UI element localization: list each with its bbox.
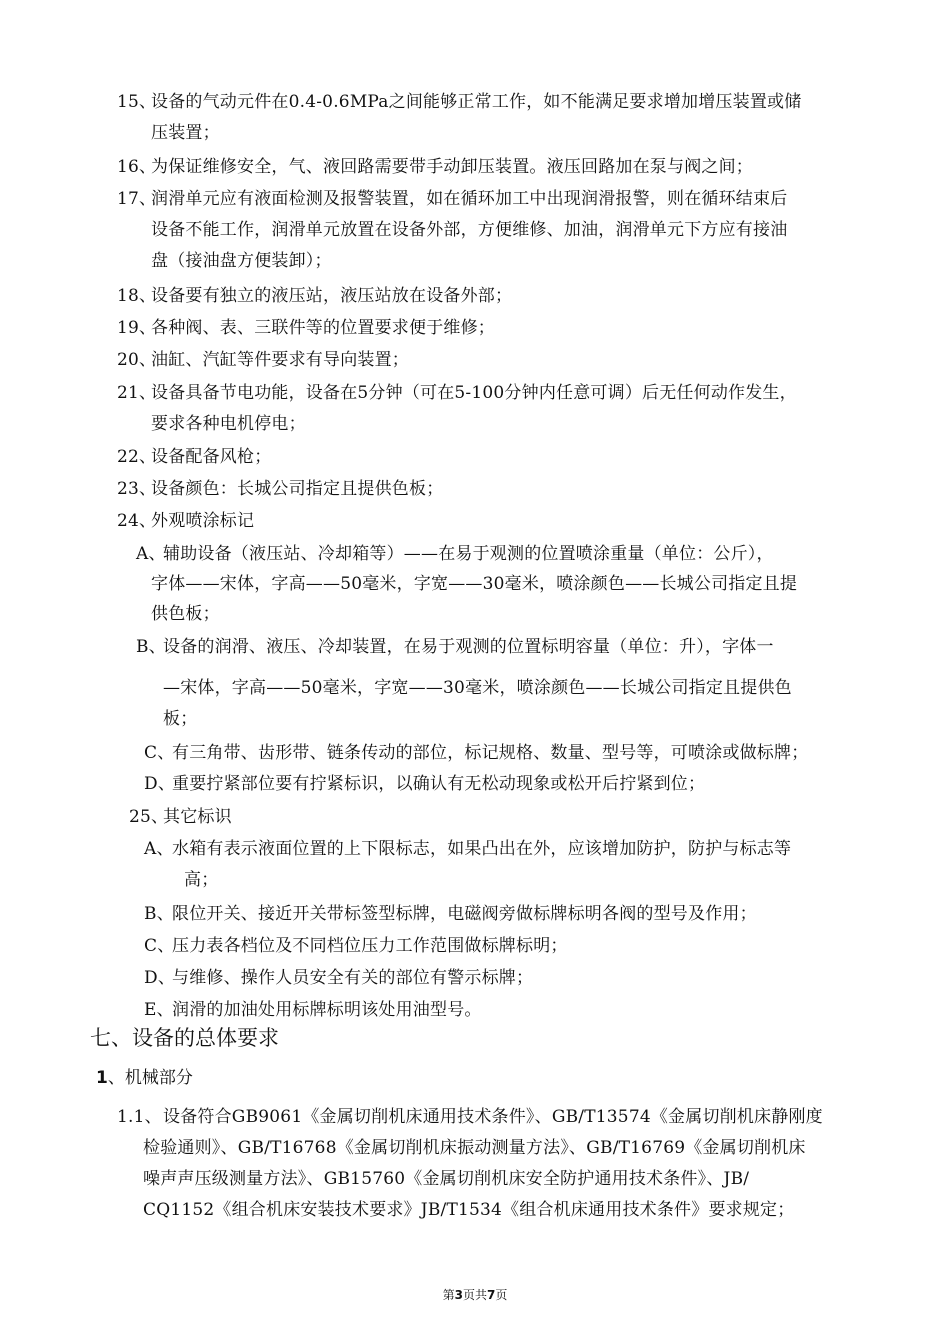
item-22-line-1: 设备配备风枪； [151,447,272,467]
item-19-number: 19、 [117,318,157,338]
item-21-number: 21、 [117,383,157,403]
clause-1-1-line-2: 检验通则》、GB/T16768《金属切削机床振动测量方法》、GB/T16769《金属切削机床 [143,1138,806,1158]
item-25-text: 其它标识 [163,807,232,827]
clause-1-1-number: 1.1、 [117,1107,162,1127]
item-15-number: 15、 [117,92,157,112]
item-22-number: 22、 [117,447,157,467]
item-24-sub-c-line-1: 有三角带、齿形带、链条传动的部位，标记规格、数量、型号等，可喷涂或做标牌； [172,743,809,763]
item-25-sub-b-label: B、 [144,904,174,924]
item-15-line-1: 设备的气动元件在0.4-0.6MPa之间能够正常工作，如不能满足要求增加增压装置或储 [151,92,802,112]
item-21-line-1: 设备具备节电功能，设备在5分钟（可在5-100分钟内任意可调）后无任何动作发生， [151,383,797,403]
item-17-line-2: 设备不能工作，润滑单元放置在设备外部，方便维修、加油，润滑单元下方应有接油 [151,220,788,240]
item-24-sub-b-line-2: —宋体，字高——50毫米，字宽——30毫米，喷涂颜色——长城公司指定且提供色 [163,678,792,698]
footer-page-number: 3 [454,1288,463,1302]
page-footer [0,1286,950,1303]
footer-prefix: 第 [442,1288,455,1302]
footer-total-pages: 7 [487,1288,496,1302]
item-24-line-1: 外观喷涂标记 [151,511,255,531]
item-24-sub-d-line-1: 重要拧紧部位要有拧紧标识，以确认有无松动现象或松开后拧紧到位； [172,774,706,794]
item-23-number: 23、 [117,479,157,499]
item-25-sub-c-label: C、 [144,936,175,956]
section-7-title: 七、设备的总体要求 [90,1026,279,1050]
item-21-line-2: 要求各种电机停电； [151,414,306,434]
clause-1-1-line-1: 设备符合GB9061《金属切削机床通用技术条件》、GB/T13574《金属切削机床静刚度 [163,1107,823,1127]
subsection-1-number: 1 [96,1068,108,1088]
item-24-sub-b-label: B、 [136,637,166,657]
subsection-1-heading [96,1067,193,1089]
item-17-line-1: 润滑单元应有液面检测及报警装置，如在循环加工中出现润滑报警，则在循环结束后 [151,189,788,209]
item-24-sub-a-line-2: 字体——宋体，字高——50毫米，字宽——30毫米，喷涂颜色——长城公司指定且提 [151,574,798,594]
item-23-line-1: 设备颜色：长城公司指定且提供色板； [151,479,444,499]
item-24-number: 24、 [117,511,157,531]
item-25-sub-d-label: D、 [144,968,176,988]
item-24-sub-a-line-1: 辅助设备（液压站、冷却箱等）——在易于观测的位置喷涂重量（单位：公斤）， [163,544,774,564]
subsection-1-text: 、机械部分 [107,1068,193,1088]
footer-mid: 页共 [462,1288,487,1302]
item-16-line-1: 为保证维修安全，气、液回路需要带手动卸压装置。液压回路加在泵与阀之间； [151,157,753,177]
item-17-line-3: 盘（接油盘方便装卸）； [151,251,332,271]
clause-1-1-line-4: CQ1152《组合机床安装技术要求》JB/T1534《组合机床通用技术条件》要求规定； [143,1200,795,1220]
item-24-sub-c-label: C、 [144,743,175,763]
item-24-sub-b-line-3: 板； [163,709,198,729]
item-24-sub-a-line-3: 供色板； [151,604,220,624]
clause-1-1-line-3: 噪声声压级测量方法》、GB15760《金属切削机床安全防护通用技术条件》、JB/ [143,1169,750,1189]
item-25-sub-e-label: E、 [144,1000,174,1020]
item-25-sub-a-line-2: 高； [184,870,219,890]
item-25-number: 25、 [129,807,169,827]
footer-suffix: 页 [495,1288,508,1302]
item-25-sub-a-label: A、 [144,839,174,859]
item-18-line-1: 设备要有独立的液压站，液压站放在设备外部； [151,286,513,306]
item-18-number: 18、 [117,286,157,306]
item-25-sub-a-line-1: 水箱有表示液面位置的上下限标志，如果凸出在外，应该增加防护，防护与标志等 [172,839,792,859]
item-19-line-1: 各种阀、表、三联件等的位置要求便于维修； [151,318,495,338]
item-24-sub-a-label: A、 [136,544,166,564]
item-25-sub-e-line-1: 润滑的加油处用标牌标明该处用油型号。 [172,1000,482,1020]
item-20-line-1: 油缸、汽缸等件要求有导向装置； [151,350,409,370]
item-17-number: 17、 [117,189,157,209]
item-20-number: 20、 [117,350,157,370]
item-16-number: 16、 [117,157,157,177]
item-25-sub-b-line-1: 限位开关、接近开关带标签型标牌，电磁阀旁做标牌标明各阀的型号及作用； [172,904,757,924]
item-15-line-2: 压装置； [151,123,220,143]
item-24-sub-b-line-1: 设备的润滑、液压、冷却装置，在易于观测的位置标明容量（单位：升），字体一 [163,637,774,657]
item-24-sub-d-label: D、 [144,774,176,794]
item-25-sub-d-line-1: 与维修、操作人员安全有关的部位有警示标牌； [172,968,534,988]
item-25-sub-c-line-1: 压力表各档位及不同档位压力工作范围做标牌标明； [172,936,568,956]
